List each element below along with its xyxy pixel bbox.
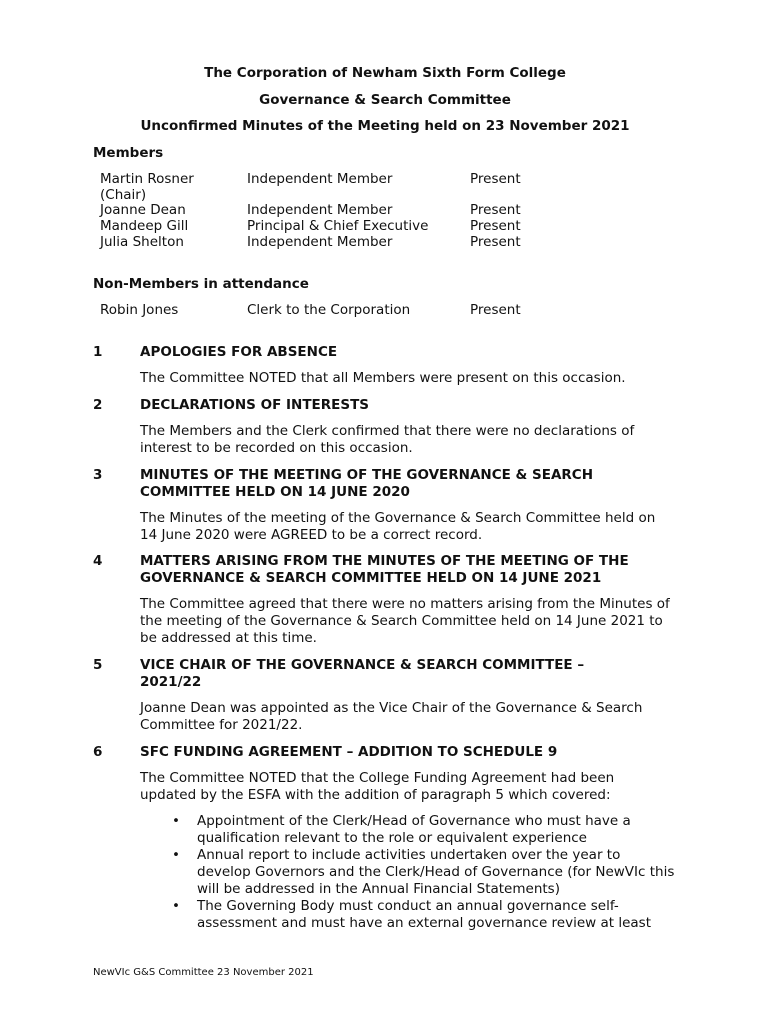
section-body: The Committee NOTED that the College Funding Agreement had been updated by the ESFA with the addition of paragraph 5 which covered: — [140, 770, 615, 803]
member-name-suffix: (Chair) — [100, 187, 147, 203]
member-name: Julia Shelton — [100, 234, 184, 250]
member-role: Independent Member — [247, 202, 393, 218]
attendee-role: Clerk to the Corporation — [247, 302, 411, 318]
section-title: DECLARATIONS OF INTERESTS — [140, 397, 370, 413]
member-role: Principal & Chief Executive — [247, 218, 429, 234]
section-body: The Committee NOTED that all Members were present on this occasion. — [140, 370, 626, 386]
attendee-status: Present — [470, 302, 521, 318]
member-status: Present — [470, 218, 521, 234]
attendee-name: Robin Jones — [100, 302, 179, 318]
section-body: The Committee agreed that there were no matters arising from the Minutes of the meeting of the Governance & Search Committee held on 14 June 2021 to be addressed at this time. — [140, 596, 670, 646]
section-body: The Members and the Clerk confirmed that there were no declarations of interest to be recorded on this occasion. — [140, 423, 635, 456]
section-title: MINUTES OF THE MEETING OF THE GOVERNANCE & SEARCH COMMITTEE HELD ON 14 JUNE 2020 — [140, 467, 594, 500]
committee-name: Governance & Search Committee — [259, 92, 511, 108]
member-role: Independent Member — [247, 171, 393, 187]
minutes-subtitle: Unconfirmed Minutes of the Meeting held on 23 November 2021 — [140, 118, 630, 134]
bullet-icon: • — [172, 813, 180, 829]
section-number: 3 — [93, 467, 103, 483]
bullet-icon: • — [172, 898, 180, 914]
non-members-heading: Non-Members in attendance — [93, 276, 309, 292]
page-footer: NewVIc G&S Committee 23 November 2021 — [93, 967, 314, 978]
member-status: Present — [470, 234, 521, 250]
document-title: The Corporation of Newham Sixth Form College — [204, 65, 566, 81]
member-name: Martin Rosner — [100, 171, 194, 187]
list-item: Annual report to include activities undertaken over the year to develop Governors and the Clerk/Head of Governance (for NewVIc this will be addressed in the Annual Financial Statements) — [197, 847, 675, 897]
list-item: The Governing Body must conduct an annual governance self-assessment and must have an external governance review at least — [197, 898, 651, 931]
section-body: Joanne Dean was appointed as the Vice Chair of the Governance & Search Committee for 2021/22. — [140, 700, 643, 733]
section-number: 1 — [93, 344, 103, 360]
list-item: Appointment of the Clerk/Head of Governance who must have a qualification relevant to the role or equivalent experience — [197, 813, 631, 846]
section-number: 4 — [93, 553, 103, 569]
section-number: 2 — [93, 397, 103, 413]
member-name: Joanne Dean — [100, 202, 186, 218]
section-number: 5 — [93, 657, 103, 673]
members-heading: Members — [93, 145, 164, 161]
section-title: VICE CHAIR OF THE GOVERNANCE & SEARCH COMMITTEE – 2021/22 — [140, 657, 585, 690]
member-status: Present — [470, 202, 521, 218]
section-body: The Minutes of the meeting of the Governance & Search Committee held on 14 June 2020 were AGREED to be a correct record. — [140, 510, 656, 543]
member-name: Mandeep Gill — [100, 218, 189, 234]
section-title: MATTERS ARISING FROM THE MINUTES OF THE MEETING OF THE GOVERNANCE & SEARCH COMMITTEE HELD ON 14 JUNE 2021 — [140, 553, 629, 586]
bullet-icon: • — [172, 847, 180, 863]
section-title: SFC FUNDING AGREEMENT – ADDITION TO SCHEDULE 9 — [140, 744, 558, 760]
section-title: APOLOGIES FOR ABSENCE — [140, 344, 338, 360]
member-status: Present — [470, 171, 521, 187]
section-number: 6 — [93, 744, 103, 760]
member-role: Independent Member — [247, 234, 393, 250]
